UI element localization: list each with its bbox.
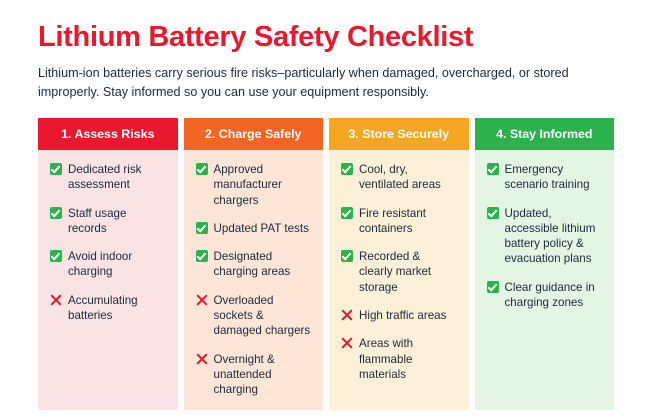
column-body: [475, 150, 615, 410]
checklist-column: [38, 118, 178, 410]
checklist-item-label: Emergency scenario training: [504, 162, 590, 192]
checklist-item: [341, 249, 457, 295]
checklist-item-label: Updated, accessible lithium battery policy & evacuation plans: [504, 206, 596, 266]
checklist-item: [50, 206, 166, 237]
check-icon: [341, 163, 353, 175]
check-icon: [487, 207, 499, 219]
checklist-item-label: Clear guidance in charging zones: [504, 280, 595, 310]
checklist-item-label: High traffic areas: [359, 309, 447, 323]
check-icon: [50, 207, 62, 219]
checklist-item: [487, 162, 603, 193]
checklist-item-label: Overloaded sockets & damaged chargers: [213, 293, 311, 338]
intro-paragraph: Lithium-ion batteries carry serious fire risks–particularly when damaged, overcharged, or stored improperly. Stay informed so you can use your equipment responsibly.: [38, 65, 569, 99]
checklist-item: [196, 352, 312, 398]
column-body: [38, 150, 178, 410]
checklist-item-label: Dedicated risk assessment: [68, 162, 142, 192]
check-icon: [196, 222, 208, 234]
column-body: [329, 150, 469, 410]
page-title: Lithium Battery Safety Checklist: [38, 21, 474, 53]
checklist-item-label: Designated charging areas: [213, 250, 291, 279]
cross-icon: [196, 294, 208, 306]
checklist-item: [341, 162, 457, 193]
checklist-item-label: Approved manufacturer chargers: [213, 162, 282, 207]
check-icon: [341, 207, 353, 219]
checklist-item-label: Avoid indoor charging: [68, 250, 133, 279]
checklist-column: [184, 118, 324, 410]
checklist-item: [196, 249, 312, 280]
check-icon: [487, 163, 499, 175]
column-body: [184, 150, 324, 410]
checklist-item: [341, 206, 457, 237]
checklist-columns: [38, 118, 614, 410]
checklist-item: [487, 280, 603, 311]
column-heading: 2. Charge Safely: [184, 118, 324, 150]
column-heading: 4. Stay Informed: [475, 118, 615, 150]
checklist-item-label: Overnight & unattended charging: [213, 352, 275, 397]
checklist-item-label: Updated PAT tests: [213, 221, 309, 235]
checklist-column: [329, 118, 469, 410]
checklist-item: [50, 162, 166, 193]
checklist-item: [487, 206, 603, 267]
checklist-item: [196, 293, 312, 339]
checklist-item-label: Recorded & clearly market storage: [359, 250, 432, 294]
check-icon: [50, 163, 62, 175]
checklist-item-label: Cool, dry, ventilated areas: [359, 162, 441, 192]
checklist-item: [196, 162, 312, 208]
check-icon: [341, 250, 353, 262]
checklist-column: [475, 118, 615, 410]
checklist-item: [50, 293, 166, 324]
checklist-item: [341, 336, 457, 382]
cross-icon: [341, 337, 353, 349]
check-icon: [196, 250, 208, 262]
check-icon: [196, 163, 208, 175]
check-icon: [487, 281, 499, 293]
checklist-item-label: Fire resistant containers: [359, 206, 427, 235]
checklist-item: [50, 249, 166, 280]
check-icon: [50, 250, 62, 262]
checklist-item: [341, 308, 457, 323]
column-heading: 1. Assess Risks: [38, 118, 178, 150]
checklist-item-label: Staff usage records: [68, 206, 127, 235]
column-heading: 3. Store Securely: [329, 118, 469, 150]
checklist-item-label: Accumulating batteries: [68, 293, 138, 323]
cross-icon: [341, 309, 353, 321]
checklist-item-label: Areas with flammable materials: [359, 337, 414, 381]
cross-icon: [50, 294, 62, 306]
checklist-item: [196, 221, 312, 236]
cross-icon: [196, 353, 208, 365]
